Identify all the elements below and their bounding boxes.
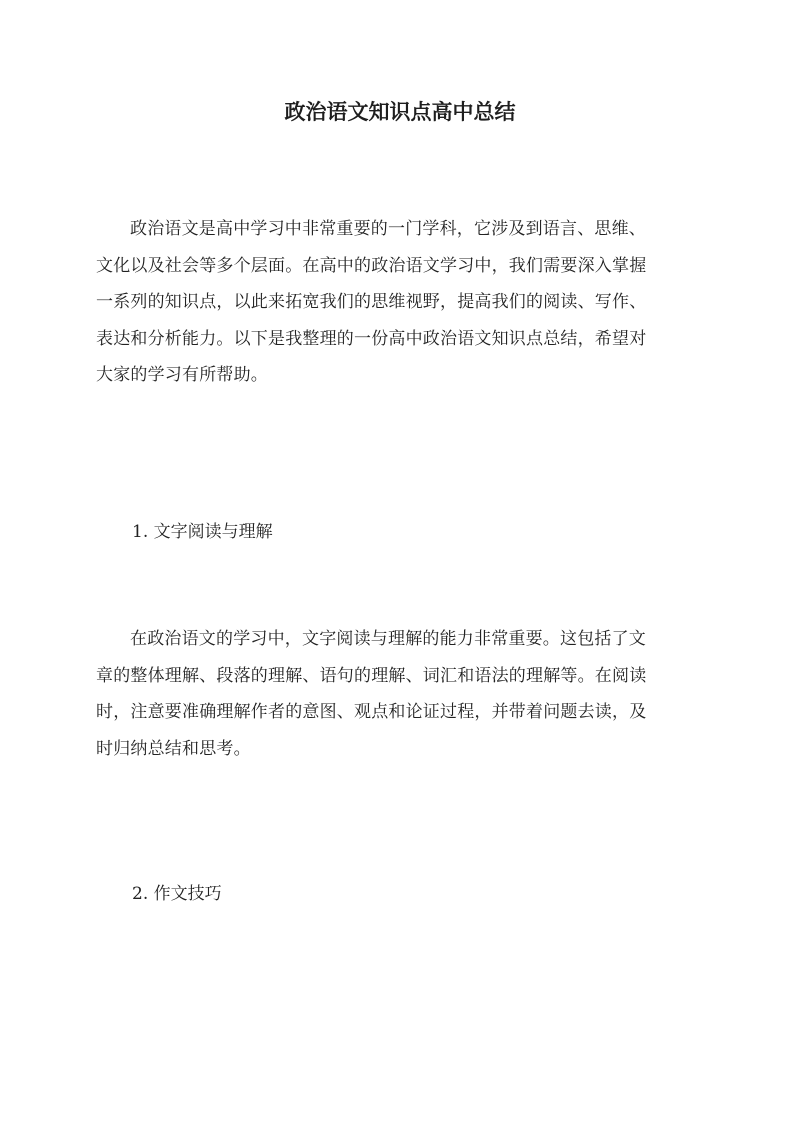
- section-heading-reading: 1. 文字阅读与理解: [132, 522, 273, 542]
- section-heading-writing: 2. 作文技巧: [132, 884, 222, 904]
- intro-paragraph: [96, 211, 700, 394]
- body-line: 时，注意要准确理解作者的意图、观点和论证过程，并带着问题去读，及: [96, 702, 647, 722]
- intro-line: 表达和分析能力。以下是我整理的一份高中政治语文知识点总结，希望对: [96, 328, 647, 349]
- intro-line: 大家的学习有所帮助。: [96, 365, 268, 385]
- intro-line: 文化以及社会等多个层面。在高中的政治语文学习中，我们需要深入掌握: [96, 255, 647, 276]
- intro-line: 一系列的知识点，以此来拓宽我们的思维视野，提高我们的阅读、写作、: [96, 292, 647, 312]
- section-body-reading: [96, 621, 700, 767]
- body-line: 时归纳总结和思考。: [96, 738, 251, 759]
- intro-line: 政治语文是高中学习中非常重要的一门学科，它涉及到语言、思维、: [130, 219, 646, 239]
- body-line: 章的整体理解、段落的理解、语句的理解、词汇和语法的理解等。在阅读: [96, 665, 647, 686]
- document-title: 政治语文知识点高中总结: [284, 99, 516, 124]
- body-line: 在政治语文的学习中，文字阅读与理解的能力非常重要。这包括了文: [130, 629, 646, 649]
